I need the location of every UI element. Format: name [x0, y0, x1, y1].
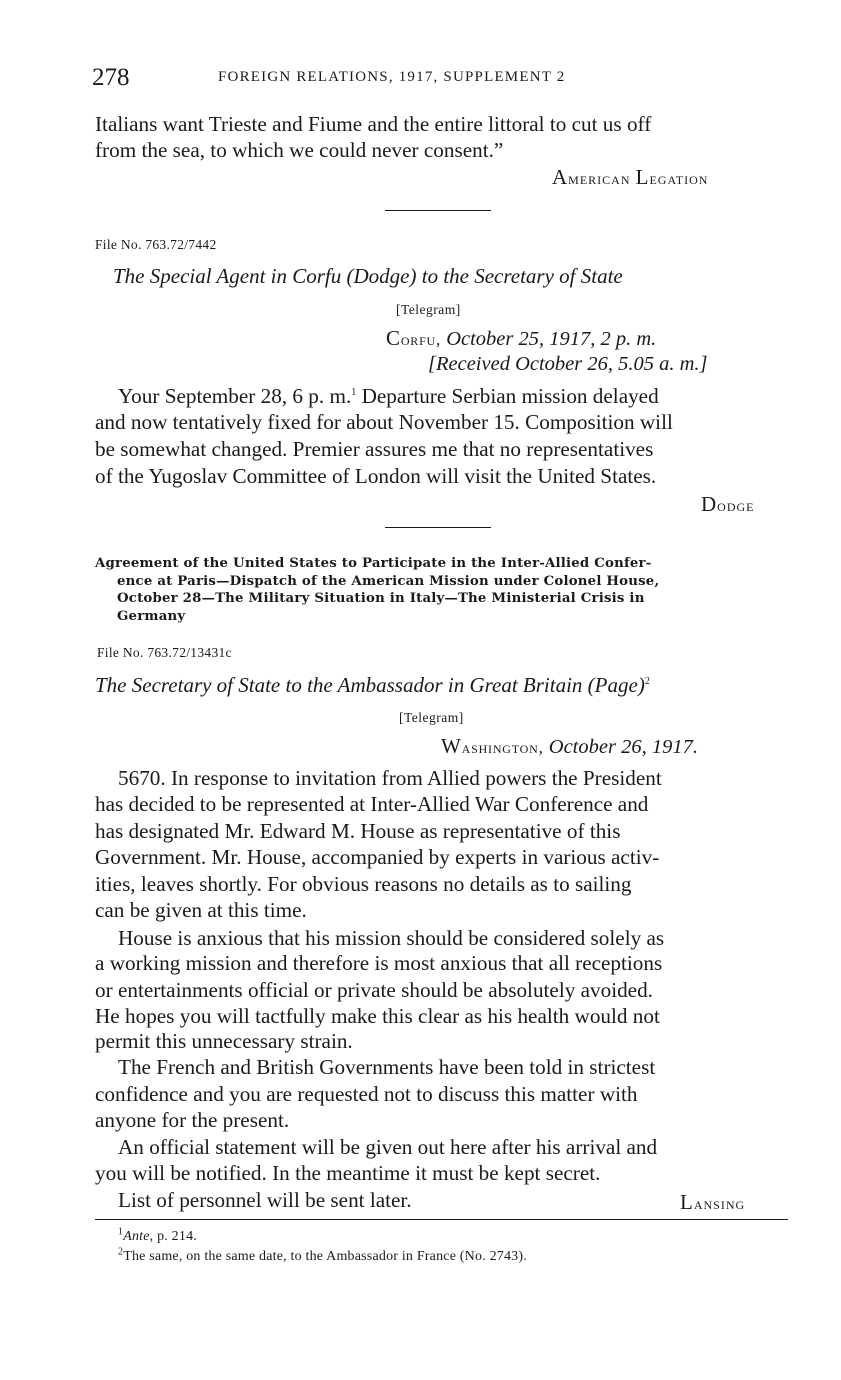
- section-heading: [95, 555, 790, 625]
- footnote-mark: 2: [118, 1246, 124, 1258]
- signature-text: American Legation: [552, 165, 709, 189]
- text-line: The French and British Governments have been told in strictest: [118, 1055, 656, 1079]
- text-line: has decided to be represented at Inter-Allied War Conference and: [95, 792, 649, 816]
- separator-rule: [385, 210, 491, 211]
- signature-text: Lansing: [680, 1190, 746, 1214]
- text-line: can be given at this time.: [95, 898, 307, 922]
- text-line: permit this unnecessary strain.: [95, 1029, 353, 1053]
- text-line: and now tentatively fixed for about November 15. Composition will: [95, 410, 673, 434]
- text-line: Government. Mr. House, accompanied by experts in various activ-: [95, 845, 660, 869]
- text-line: Italians want Trieste and Fiume and the entire littoral to cut us off: [95, 112, 652, 136]
- text-line: List of personnel will be sent later.: [118, 1188, 412, 1212]
- telegram-label: [Telegram]: [396, 302, 461, 317]
- text-line: ities, leaves shortly. For obvious reasons no details as to sailing: [95, 872, 632, 896]
- telegram-label: [Telegram]: [399, 710, 464, 725]
- received-line: [Received October 26, 5.05 a. m.]: [428, 353, 708, 375]
- place-name: Corfu,: [386, 326, 442, 350]
- text-line: confidence and you are requested not to discuss this matter with: [95, 1082, 638, 1106]
- signature-lansing: [680, 1190, 745, 1215]
- document-title: The Special Agent in Corfu (Dodge) to the Secretary of State: [113, 264, 623, 288]
- heading-line: ence at Paris—Dispatch of the American Mission under Colonel House,: [117, 573, 660, 589]
- heading-line: Germany: [117, 608, 186, 624]
- date: October 25, 1917, 2 p. m.: [446, 328, 657, 350]
- text-line: you will be notified. In the meantime it must be kept secret.: [95, 1161, 601, 1185]
- heading-line: Agreement of the United States to Participate in the Inter-Allied Confer-: [95, 556, 652, 571]
- text-line: House is anxious that his mission should be considered solely as: [118, 926, 665, 950]
- footnote-mark: 1: [118, 1226, 124, 1238]
- text-line: [118, 383, 659, 409]
- footnote-rule: [95, 1219, 788, 1220]
- title-text: The Secretary of State to the Ambassador in Great Britain (Page): [95, 673, 645, 697]
- heading-line: October 28—The Military Situation in Italy—The Ministerial Crisis in: [117, 591, 645, 607]
- footnote-italic: Ante: [123, 1229, 150, 1244]
- signature-dodge: [701, 492, 755, 517]
- document-title: [95, 673, 650, 698]
- footnote-ref: 1: [351, 386, 357, 398]
- separator-rule: [385, 527, 491, 528]
- place-name: Washington,: [441, 734, 544, 758]
- text-line: of the Yugoslav Committee of London will visit the United States.: [95, 464, 657, 488]
- signature-text: Dodge: [701, 492, 755, 516]
- date: October 26, 1917.: [548, 736, 698, 758]
- footnote-2: [118, 1246, 527, 1265]
- dateline: [441, 734, 698, 759]
- text-line: has designated Mr. Edward M. House as representative of this: [95, 819, 621, 843]
- footnote-ref: 2: [644, 676, 650, 687]
- dateline: [386, 326, 656, 351]
- text-line: anyone for the present.: [95, 1108, 290, 1132]
- running-title: FOREIGN RELATIONS, 1917, SUPPLEMENT 2: [218, 69, 566, 85]
- file-number: File No. 763.72/7442: [95, 237, 217, 252]
- page-number: 278: [92, 64, 130, 91]
- footnote-text: The same, on the same date, to the Ambassador in France (No. 2743).: [123, 1249, 527, 1264]
- text-line: 5670. In response to invitation from Allied powers the President: [118, 766, 662, 790]
- text-segment: Your September 28, 6 p. m.: [118, 384, 352, 408]
- file-number: File No. 763.72/13431c: [97, 645, 232, 660]
- text-line: or entertainments official or private should be absolutely avoided.: [95, 978, 653, 1002]
- text-segment: Departure Serbian mission delayed: [361, 384, 659, 408]
- signature-american-legation: [552, 165, 708, 190]
- text-line: An official statement will be given out here after his arrival and: [118, 1135, 658, 1159]
- text-line: He hopes you will tactfully make this clear as his health would not: [95, 1004, 660, 1028]
- footnote-text: , p. 214.: [149, 1229, 197, 1244]
- text-line: be somewhat changed. Premier assures me that no representatives: [95, 437, 654, 461]
- footnote-1: [118, 1226, 197, 1245]
- text-line: a working mission and therefore is most anxious that all receptions: [95, 951, 663, 975]
- text-line: from the sea, to which we could never consent.”: [95, 138, 504, 162]
